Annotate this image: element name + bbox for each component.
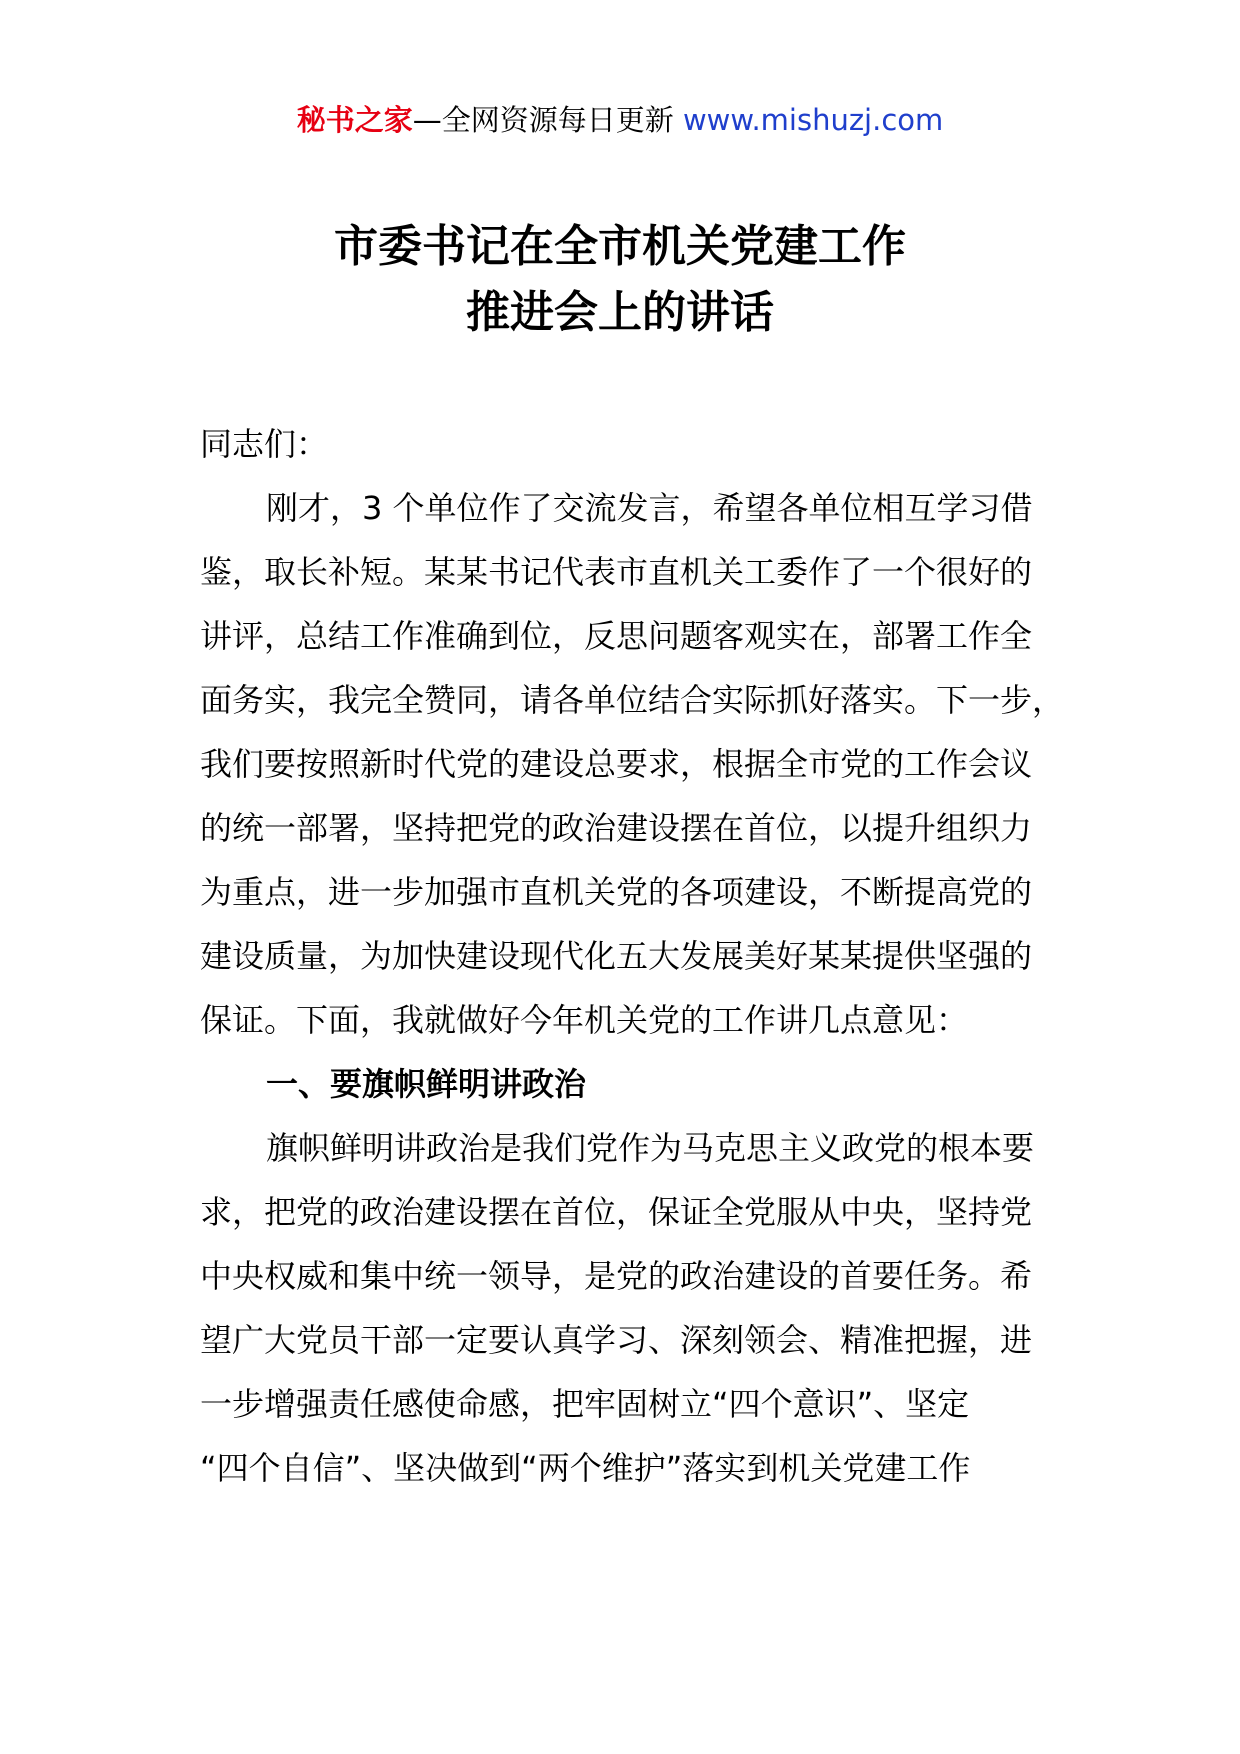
paragraph-line: 旗帜鲜明讲政治是我们党作为马克思主义政党的根本要 [266,1129,1035,1167]
banner-tagline: —全网资源每日更新 [412,103,674,137]
paragraph-line: 为重点，进一步加强市直机关党的各项建设，不断提高党的 [200,873,1033,911]
paragraph-line: 我们要按照新时代党的建设总要求，根据全市党的工作会议 [200,745,1033,783]
website-link[interactable]: www.mishuzj.com [682,103,944,137]
paragraph-line: 保证。下面，我就做好今年机关党的工作讲几点意见： [200,1001,969,1039]
paragraph-2 [200,1116,1100,1500]
document-body [200,412,1100,1500]
paragraph-line: 望广大党员干部一定要认真学习、深刻领会、精准把握，进 [200,1321,1033,1359]
site-banner [0,100,1240,140]
brand-name: 秘书之家 [296,103,413,137]
salutation: 同志们： [200,425,329,463]
title-line-2: 推进会上的讲话 [466,287,774,338]
section-heading: 一、要旗帜鲜明讲政治 [266,1065,587,1103]
paragraph-line: 讲评，总结工作准确到位，反思问题客观实在，部署工作全 [200,617,1033,655]
paragraph-line: 鉴，取长补短。某某书记代表市直机关工委作了一个很好的 [200,553,1033,591]
paragraph-line: 面务实，我完全赞同，请各单位结合实际抓好落实。下一步， [200,681,1065,719]
paragraph-line: 刚才，3 个单位作了交流发言，希望各单位相互学习借 [266,489,1033,527]
paragraph-line: 中央权威和集中统一领导，是党的政治建设的首要任务。希 [200,1257,1033,1295]
paragraph-line: 的统一部署，坚持把党的政治建设摆在首位，以提升组织力 [200,809,1033,847]
title-line-1: 市委书记在全市机关党建工作 [334,221,906,272]
document-title [0,214,1240,346]
paragraph-line: 一步增强责任感使命感，把牢固树立“四个意识”、坚定 [200,1385,970,1423]
paragraph-line: “四个自信”、坚决做到“两个维护”落实到机关党建工作 [200,1449,971,1487]
paragraph-1 [200,476,1100,1052]
paragraph-line: 求，把党的政治建设摆在首位，保证全党服从中央，坚持党 [200,1193,1033,1231]
paragraph-line: 建设质量，为加快建设现代化五大发展美好某某提供坚强的 [200,937,1033,975]
